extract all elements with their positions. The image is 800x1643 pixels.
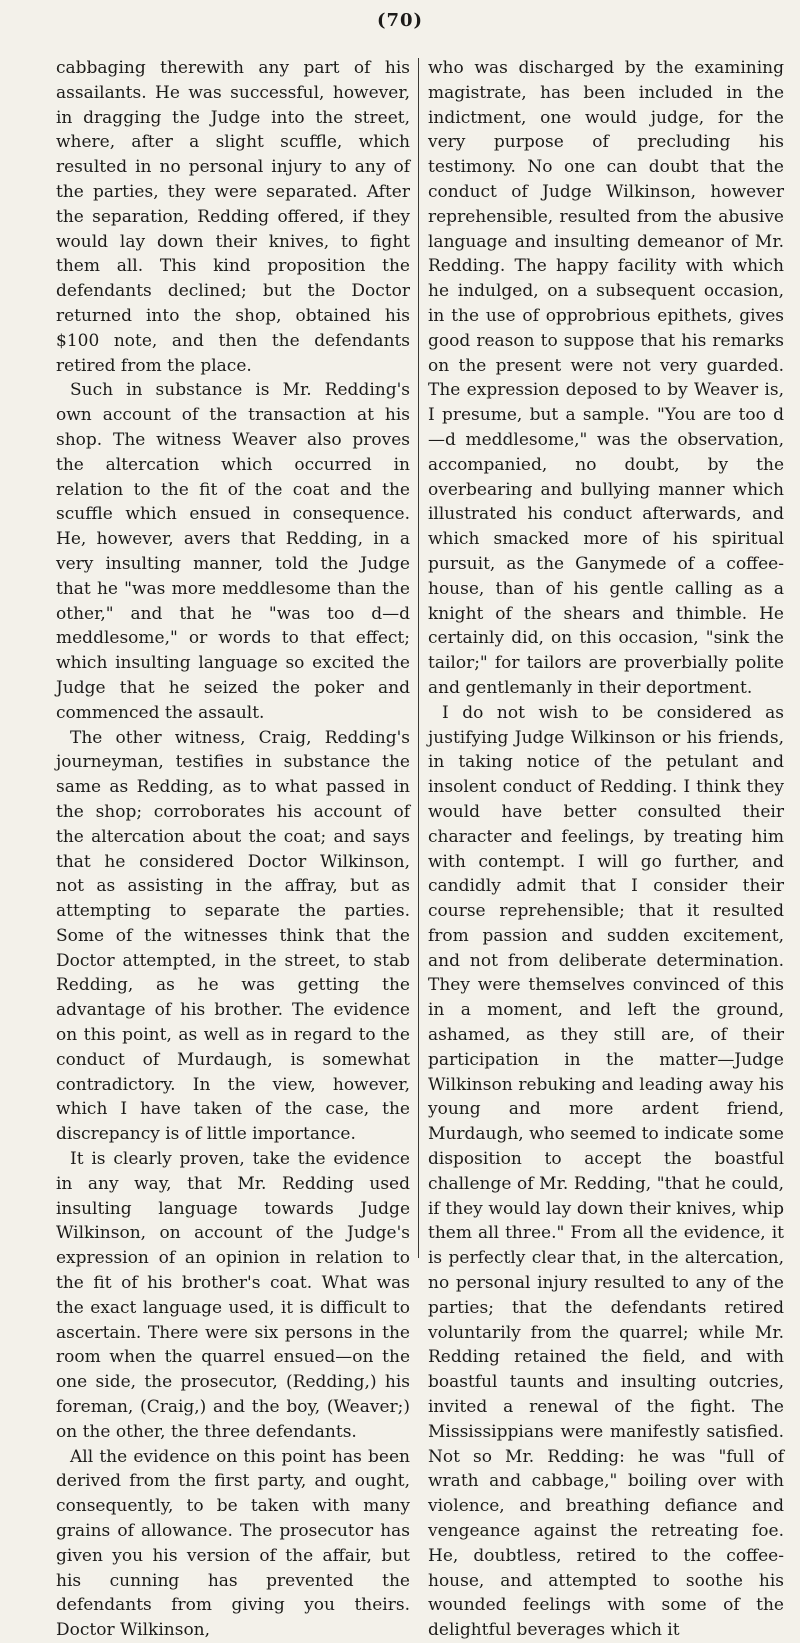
left-column [56,56,410,1641]
column-divider [418,58,419,1258]
right-column [428,56,784,1641]
paragraph: The other witness, Craig, Redding's journeyman, testifies in substance the same as Redding, as to what passed in the shop; corroborates his account of the altercation about the coat; and says that he considered Doctor Wilkinson, not as assisting in the affray, but as attempting to separate the parties. Some of the witnesses think that the Doctor attempted, in the street, to stab Redding, as he was getting the advantage of his brother. The evidence on this point, as well as in regard to the conduct of Murdaugh, is somewhat contradictory. In the view, however, which I have taken of the case, the discrepancy is of little importance. [56,727,410,1145]
paragraph: cabbaging therewith any part of his assailants. He was successful, however, in dragging the Judge into the street, where, after a slight scuffle, which resulted in no personal injury to any of the parties, they were separated. After the separation, Redding offered, if they would lay down their knives, to fight them all. This kind proposition the defendants declined; but the Doctor returned into the shop, obtained his $100 note, and then the defendants retired from the place. [56,58,410,376]
paragraph: who was discharged by the examining magistrate, has been included in the indictment, one would judge, for the very purpose of precluding his testimony. No one can doubt that the conduct of Judge Wilkinson, however reprehensible, resulted from the abusive language and insulting demeanor of Mr. Redding. The happy facility with which he indulged, on a subsequent occasion, in the use of opprobrious epithets, gives good reason to suppose that his remarks on the present were not very guarded. The expression deposed to by Weaver is, I presume, but a sample. "You are too d—d meddlesome," was the observation, accompanied, no doubt, by the overbearing and bullying manner which illustrated his conduct afterwards, and which smacked more of his spiritual pursuit, as the Ganymede of a coffee-house, than of his gentle calling as a knight of the shears and thimble. He certainly did, on this occasion, "sink the tailor;" for tailors are proverbially polite and gentlemanly in their deportment. [428,58,784,698]
paragraph: Such in substance is Mr. Redding's own account of the transaction at his shop. The witness Weaver also proves the altercation which occurred in relation to the fit of the coat and the scuffle which ensued in consequence. He, however, avers that Redding, in a very insulting manner, told the Judge that he "was more meddlesome than the other," and that he "was too d—d meddlesome," or words to that effect; which insulting language so excited the Judge that he seized the poker and commenced the assault. [56,380,410,723]
paragraph: It is clearly proven, take the evidence in any way, that Mr. Redding used insulting language towards Judge Wilkinson, on account of the Judge's expression of an opinion in relation to the fit of his brother's coat. What was the exact language used, it is difficult to ascertain. There were six persons in the room when the quarrel ensued—on the one side, the prosecutor, (Redding,) his foreman, (Craig,) and the boy, (Weaver;) on the other, the three defendants. [56,1149,410,1442]
page-number: (70) [376,10,424,31]
paragraph: All the evidence on this point has been derived from the first party, and ought, consequently, to be taken with many grains of allowance. The prosecutor has given you his version of the affair, but his cunning has prevented the defendants from giving you theirs. Doctor Wilkinson, [56,1446,410,1641]
paragraph: I do not wish to be considered as justifying Judge Wilkinson or his friends, in taking notice of the petulant and insolent conduct of Redding. I think they would have better consulted their character and feelings, by treating him with contempt. I will go further, and candidly admit that I consider their course reprehensible; that it resulted from passion and sudden excitement, and not from deliberate determination. They were themselves convinced of this in a moment, and left the ground, ashamed, as they still are, of their participation in the matter—Judge Wilkinson rebuking and leading away his young and more ardent friend, Murdaugh, who seemed to indicate some disposition to accept the boastful challenge of Mr. Redding, "that he could, if they would lay down their knives, whip them all three." From all the evidence, it is perfectly clear that, in the altercation, no personal injury resulted to any of the parties; that the defendants retired voluntarily from the quarrel; while Mr. Redding retained the field, and with boastful taunts and insulting outcries, invited a renewal of the fight. The Mississippians were manifestly satisfied. Not so Mr. Redding: he was "full of wrath and cabbage," boiling over with violence, and breathing defiance and vengeance against the retreating foe. He, doubtless, retired to the coffee-house, and attempted to soothe his wounded feelings with some of the delightful beverages which it [428,702,784,1641]
